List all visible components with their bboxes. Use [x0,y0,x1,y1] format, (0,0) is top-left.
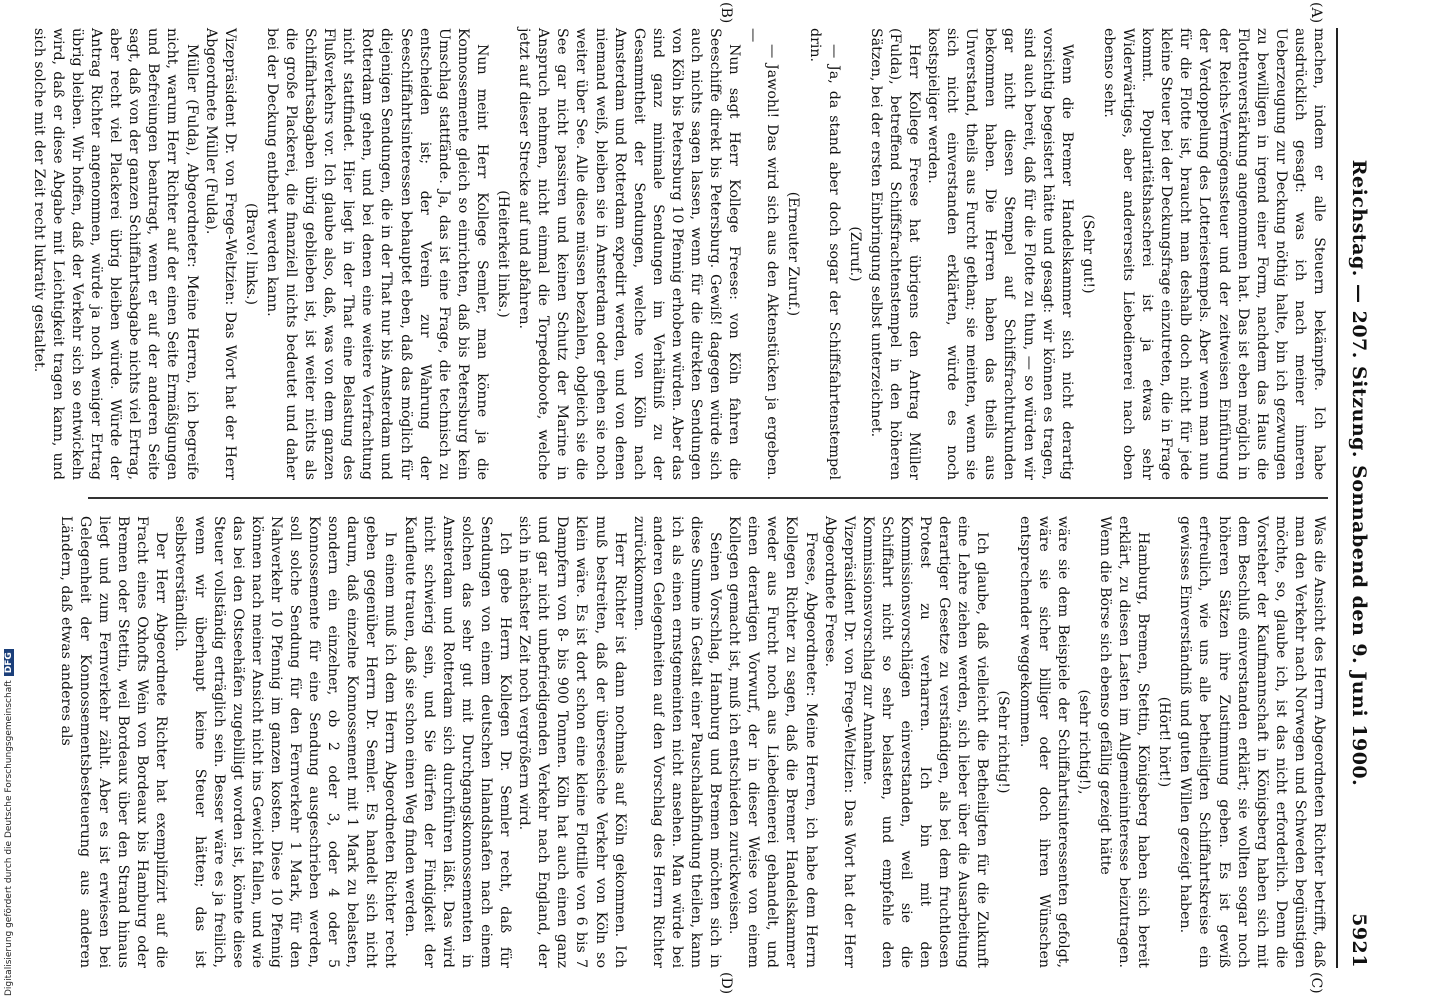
paragraph: (Sehr gut!) [1079,214,1096,294]
margin-marker-d: (D) [718,972,734,995]
header-title: Reichstag. — 207. Sitzung. Sonnabend den 9. Juni 1900. [1348,159,1370,787]
paragraph: Herr Kollege Freese hat übrigens den Antrag Müller (Fulda), betreffend Schiffsfrachtenstempel in den höheren Sätzen, bei der ersten Einbringung selbst unterzeichnet. [867,28,923,480]
paragraph: Wenn die Bremer Handelskammer sich nicht derartig vorsichtig begeistert hätte und gesagt: wir können es tragen, sind auch bereit, daß für die Flotte zu thun, — so würden wir gar nicht diesen Stempel auf Schiffsfrachturkunden bekommen haben. Die Herren haben das theils aus Unverstand, theils aus Furcht gethan; sie meinten, wenn sie sich nicht einverstanden erklärten, würde es noch kostspieliger werden. [925,28,1075,480]
margin-marker-c: (C) [1308,972,1324,994]
paragraph: (Hört! hört!) [1156,696,1173,788]
page-header [1340,28,1374,968]
digitization-credit [4,649,14,996]
paragraph: Vizepräsident Dr. von Frege-Weltzien: Das Wort hat der Herr Abgeordnete Müller (Fulda). [202,28,238,480]
paragraph: (Heiterkeit links.) [495,190,512,318]
paragraph: (Erneuter Zuruf.) [785,191,802,317]
paragraph: — Jawohl! Das wird sich aus den Aktenstücken ja ergeben. — [745,28,781,480]
margin-marker-a: (A) [1308,2,1324,24]
paragraph: Seinen Vorschlag, Hamburg und Bremen möchten sich in diese Summe in Gestalt einer Pauschalabfindung theilen, kann ich als einen ernstgemeinten nicht ansehen. Man würde bei anderen Gelegenheiten auf den Vorschlag des Herrn Richter zurückkommen. [630,516,724,968]
paragraph: Ich gebe Herrn Kollegen Dr. Semler recht, daß für Sendungen von einem deutschen Inlandshafen nach einem solchen das sehr gut mit Durchgangskonnossementen in Amsterdam und Rotterdam sich durchführen läßt. Das wird nicht schwierig sein, und Sie dürfen der Findigkeit der Kaufleute trauen, daß sie schon einen Weg finden werden. [401,516,514,968]
paragraph: Müller (Fulda), Abgeordneter: Meine Herren, ich begreife nicht, warum Herr Richter auf der einen Seite Ermäßigungen und Befreiungen beantragt, wenn er auf der anderen Seite sagt, daß von der ganzen Schiffahrtsabgabe nichts viel Ertrag, aber recht viel Plackerei übrig bleiben würde. Würde der Antrag Richter angenommen, würde ja noch weniger Ertrag übrig bleiben. Wir hoffen, daß der Verkehr sich so entwickeln wird, daß er diese Abgabe mit Leichtigkeit tragen kann, und sich solche mit der Zeit recht lukrativ gestaltet. [30,28,200,481]
paragraph: Nun meint Herr Kollege Semler, man könne ja die Konnossemente gleich so einrichten, daß bis Petersburg kein Umschlag stattfände. Ja, das ist eine Frage, die technisch zu entscheiden ist; der Verein zur Wahrung der Seeschiffahrtsinteressen behauptet eben, daß das möglich für diejenigen Sendungen, die in der That nur bis Amsterdam und Rotterdam gehen, und bei denen eine weitere Verfrachtung nicht stattfindet. Hier liegt in der That eine Belastung des Flußverkehrs vor. Ich glaube also, daß, was von dem ganzen Schiffahrtsabgaben übrig geblieben ist, ist weiter nichts als die große Plackerei, die finanziell nichts bedeutet und daher bei der Deckung entbehrt werden kann. [263,28,490,480]
column-divider [88,497,1328,499]
right-text-column [57,516,1328,968]
paragraph: Der Herr Abgeordnete Richter hat exemplifizirt auf die Fracht eines Oxhofts Wein von Bordeaux bis Hamburg oder Bremen oder Stettin, weil Bordeaux über den Strand hinaus liegt und zum Fernverkehr zählt. Aber es ist erwiesen bei Gelegenheit der Konnossementsbesteuerung aus anderen Ländern, daß etwas anderes als [57,516,170,968]
paragraph: (Sehr richtig!) [995,690,1012,794]
page-number: 5921 [1348,913,1370,968]
paragraph: Nun sagt Herr Kollege Freese: von Köln fahren die Seeschiffe direkt bis Petersburg. Gewiß! dagegen würde sich auch nichts sagen lassen, wenn für die direkten Sendungen von Köln bis Petersburg 10 Pfennig erhoben würden. Aber das sind ganz minimale Sendungen im Verhältniß zu der Gesammtheit der Sendungen, welche von Köln nach Amsterdam und Rotterdam expedirt werden, und von denen niemand weiß, bleiben sie in Amsterdam oder gehen sie noch weiter über See. Alle diese müssen bezahlen, obgleich sie die See gar nicht passiren und keinen Schutz der Marine in Anspruch nehmen, nicht einmal die Torpedoboote, welche jetzt auf dieser Strecke auf und abfahren. [516,28,743,480]
header-rule [1336,28,1338,968]
paragraph: (sehr richtig!), [1075,689,1092,795]
paragraph: machen, indem er alle Steuern bekämpfte. Ich habe ausdrücklich gesagt: was ich nach meiner inneren Ueberzeugung zur Deckung nöthig halte, bin ich gezwungen zu bewilligen in irgend einer Form, nachdem das Haus die Flottenverstärkung angenommen hat. Das ist eben möglich in der Reichs-Vermögenssteuer und der zeitweisen Einführung der Verdoppelung des Lotteriestempels. Aber wenn man nun für die Flotte ist, braucht man deshalb doch nicht für jede kleine Steuer bei der Deckungsfrage einzutreten, die in Frage kommt. Popularitätshascherei ist ja etwas sehr Widerwärtiges, aber andererseits Liebedienerei nach oben ebenso sehr. [1100,28,1327,480]
paragraph: Freese, Abgeordneter: Meine Herren, ich habe dem Herrn Kollegen Richter zu sagen, daß die Bremer Handelskammer weder aus Furcht noch aus Liebedienerei gehandelt, und einen derartigen Vorwurf, der in dieser Weise von einem Kollegen gemacht ist, muß ich entschieden zurückweisen. [726,516,819,968]
paragraph: Ich glaube, daß vielleicht die Betheiligten für die Zukunft eine Lehre ziehen werden, sich lieber über die Ausarbeitung derartiger Gesetze zu verständigen, als bei dem fruchtlosen Protest zu verharren. Ich bin mit den Kommissionsvorschlägen einverstanden, weil sie die Schiffahrt nicht so sehr belasten, und empfehle den Kommissionsvorschlag zur Annahme. [859,516,991,968]
paragraph: Vizepräsident Dr. von Frege-Weltzien: Das Wort hat der Herr Abgeordnete Freese. [821,516,857,968]
paragraph: (Zuruf.) [846,226,863,282]
left-text-column [30,28,1328,481]
paragraph: wäre sie dem Beispiele der Schiffahrtsinteressenten gefolgt, wäre sie sicher billiger oder doch ihren Wünschen entsprechender weggekommen. [1016,516,1071,968]
paragraph: Was die Ansicht des Herrn Abgeordneten Richter betrifft, daß man den Verkehr nach Norwegen und Schweden begünstigen möchte, so, glaube ich, ist das nicht erforderlich. Denn die Vorsteher der Kaufmannschaft in Königsberg haben sich mit dem Beschluß einverstanden erklärt; sie wollten sogar noch höheren Sätzen ihre Zustimmung geben. Es ist gewiß erfreulich, wie uns alle betheiligten Schiffahrtskreise ein gewisses Einverständniß und guten Willen gezeigt haben. [1177,516,1327,968]
credit-text: Digitalisierung gefördert durch die Deutsche Forschungsgemeinschaft [4,680,14,996]
document-page [30,2,1374,995]
paragraph: — Ja, da stand aber doch sogar der Schiffsfahrtenstempel drin. [806,28,842,480]
paragraph: (Bravo! links.) [242,202,259,306]
dfg-logo: DFG [4,649,14,676]
paragraph: In einem muß ich dem Herrn Abgeordneten Richter recht geben gegenüber Herrn Dr. Semler. Es handelt sich nicht darum, daß einzelne Konnossement mit 1 Mark zu belasten, sondern ein einzelner, ob 2 oder 3, oder 4 oder 5 Konnossemente für eine Sendung ausgeschrieben werden, soll solche Sendung für den Fernverkehr 1 Mark, für den Nahverkehr 10 Pfennig im ganzen kosten. Diese 10 Pfennig können nach meiner Ansicht nicht ins Gewicht fallen, und wie das bei den Ostseehäfen zugebilligt worden ist, könnte diese Steuer vollständig erträglich sein. Besser wäre es ja freilich, wenn wir überhaupt keine Steuer hätten; das ist selbstverständlich. [172,516,399,968]
paragraph: Hamburg, Bremen, Stettin, Königsberg haben sich bereit erklärt, zu diesen Lasten im Allgemeininteresse beizutragen. Wenn die Börse sich ebenso gefällig gezeigt hätte [1096,516,1152,968]
margin-marker-b: (B) [718,2,734,24]
paragraph: Herr Richter ist dann nochmals auf Köln gekommen. Ich muß bestreiten, daß der überseeische Verkehr von Köln so klein wäre. Es ist dort schon eine kleine Flottille von 6 bis 7 Dampfern von 8- bis 900 Tonnen. Köln hat auch einen ganz und gar nicht unbefriedigenden Verkehr nach England, der sich in nächster Zeit noch vergrößern wird. [516,516,628,968]
